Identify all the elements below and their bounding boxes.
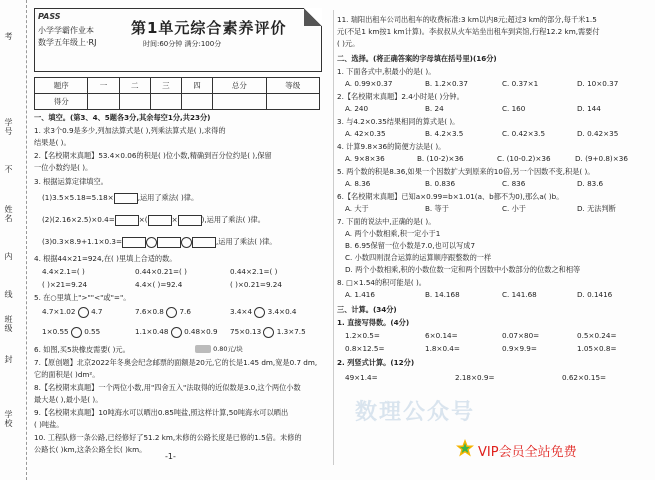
q5-item: [230, 306, 297, 318]
option[interactable]: A. 9×8×36: [345, 154, 385, 163]
calc-part-1: 1. 直接写得数。(4分): [337, 318, 410, 327]
brand-line: 小学学霸作业本: [38, 26, 94, 35]
score-cell: 二: [119, 78, 150, 94]
q5-item: [135, 306, 191, 318]
time-score-info: 时间:60分钟 满分:100分: [143, 40, 222, 48]
question-2: 2.【名校期末真题】53.4×0.06的积是( )位小数,精确到百分位约是( ),保留: [34, 151, 272, 160]
calc-item: 49×1.4=: [345, 373, 378, 382]
option[interactable]: C. (10-0.2)×36: [497, 154, 551, 163]
calc-item: 1.2×0.5=: [345, 331, 380, 340]
q4-item: ( )×0.21=9.24: [230, 280, 282, 289]
calc-item: 0.07×80=: [502, 331, 540, 340]
score-cell: 三: [150, 78, 181, 94]
q3-2-op: ×(: [138, 215, 148, 224]
compare-circle[interactable]: [71, 327, 82, 338]
option[interactable]: C. 141.68: [502, 290, 537, 299]
section-fill-heading: 一、填空。(第3、4、5题各3分,其余每空1分,共23分): [34, 113, 211, 122]
option[interactable]: C. 160: [502, 104, 526, 113]
question-10-cont: 公路长( )km,这条公路全长( )km。: [34, 445, 147, 454]
binding-label: 封: [4, 355, 13, 364]
q4-item: 4.4×2.1=( ): [42, 267, 85, 276]
score-cell[interactable]: [119, 94, 150, 110]
option[interactable]: D. 144: [577, 104, 601, 113]
choice-5: 5. 两个数的积是8.36,如果一个因数扩大到原来的10倍,另一个因数不变,积是( )。: [337, 167, 595, 176]
compare-circle[interactable]: [78, 307, 89, 318]
compare-circle[interactable]: [254, 307, 265, 318]
option[interactable]: D. 10×0.37: [577, 79, 619, 88]
calc-item: 2.18×0.9=: [455, 373, 495, 382]
eraser-icon: [195, 345, 211, 353]
pass-logo: PASS: [38, 12, 61, 21]
q3-1-expr: (1)3.5×5.18=5.18×: [42, 193, 114, 202]
score-cell: 得分: [35, 94, 88, 110]
question-3-1: [42, 192, 198, 204]
option[interactable]: B. 等于: [425, 204, 449, 213]
q5-left: 75×0.13: [230, 327, 262, 336]
choice-6: 6.【名校期末真题】已知a×0.99=b×1.01(a、b都不为0),那么a( )b。: [337, 192, 564, 201]
grade-line: 数学五年级上·RJ: [38, 38, 97, 47]
option[interactable]: D. 两个小数相乘,积的小数位数一定和两个因数中小数部分的位数之和相等: [345, 265, 581, 274]
question-8-cont: 最大是( ),最小是( )。: [34, 395, 103, 404]
page-number: -1-: [165, 452, 176, 461]
question-7-cont: 它的面积是( )dm²。: [34, 370, 100, 379]
choice-8: 8. □×1.54的积可能是( )。: [337, 278, 426, 287]
question-1-cont: 结果是( )。: [34, 138, 71, 147]
q5-item: [230, 326, 306, 338]
option[interactable]: B. 24: [425, 104, 444, 113]
q5-item: [42, 326, 100, 338]
calc-item: 6×0.14=: [425, 331, 458, 340]
choice-2: 2.【名校期末真题】2.4小时是( )分钟。: [337, 92, 464, 101]
answer-box[interactable]: [122, 237, 146, 248]
calc-item: 1.8×0.4=: [425, 344, 460, 353]
eraser-price-tag: [195, 344, 243, 355]
calc-item: 0.8×12.5=: [345, 344, 385, 353]
question-7: 7.【原创题】北京2022年冬奥会纪念邮票的面额是20元,它的长是1.45 dm,宽是0.7 dm,: [34, 358, 318, 367]
question-2-cont: 一位小数约是( )。: [34, 163, 93, 172]
choice-3: 3. 与4.2×0.35结果相同的算式是( )。: [337, 117, 460, 126]
option[interactable]: A. 1.416: [345, 290, 375, 299]
score-table: [34, 77, 320, 110]
binding-label: 考: [4, 32, 13, 41]
q4-item: ( )×21=9.24: [42, 280, 88, 289]
question-8: 8.【名校期末真题】一个两位小数,用"四舍五入"法取得的近似数是3.0,这个两位小数: [34, 383, 301, 392]
q3-3-expr: (3)0.3×8.9+1.1×0.3=: [42, 237, 122, 246]
q5-left: 7.6×0.8: [135, 307, 164, 316]
question-10: 10. 工程队修一条公路,已经修好了51.2 km,未修的公路长度是已修的1.5倍。未修的: [34, 433, 302, 442]
option[interactable]: B. 1.2×0.37: [425, 79, 468, 88]
answer-box[interactable]: [192, 237, 216, 248]
answer-circle[interactable]: [146, 237, 157, 248]
option[interactable]: A. 240: [345, 104, 369, 113]
question-3-2: [42, 214, 265, 226]
answer-box[interactable]: [115, 215, 139, 226]
calc-item: 0.9×9.9=: [502, 344, 537, 353]
q3-1-law: ,运用了乘法( )律。: [137, 193, 199, 202]
score-cell[interactable]: [150, 94, 181, 110]
choice-7: 7. 下面的说法中,正确的是( )。: [337, 217, 436, 226]
answer-box[interactable]: [114, 193, 138, 204]
q5-item: [135, 326, 218, 338]
option[interactable]: D. (9+0.8)×36: [575, 154, 628, 163]
option[interactable]: C. 836: [502, 179, 526, 188]
option[interactable]: A. 42×0.35: [345, 129, 386, 138]
score-cell[interactable]: [88, 94, 119, 110]
q5-right: 3.4×0.4: [267, 307, 297, 316]
binding-label: 内: [4, 252, 13, 261]
score-cell: 题序: [35, 78, 88, 94]
column-divider: [333, 10, 334, 465]
choice-4: 4. 计算9.8×36的简便方法是( )。: [337, 142, 446, 151]
vip-banner[interactable]: VIP会员全站免费: [478, 445, 577, 460]
section-calc-heading: 三、计算。(34分): [337, 305, 397, 314]
q5-left: 4.7×1.02: [42, 307, 76, 316]
score-cell[interactable]: [213, 94, 266, 110]
q5-left: 1×0.55: [42, 327, 69, 336]
option[interactable]: C. 0.37×1: [502, 79, 539, 88]
option[interactable]: B. 4.2×3.5: [425, 129, 464, 138]
score-value-row: [35, 94, 320, 110]
score-cell: 四: [181, 78, 212, 94]
q3-3-law: ,运用了乘法( )律。: [216, 237, 277, 246]
q5-right: 0.48×0.9: [184, 327, 218, 336]
binding-label: 姓名: [4, 205, 13, 223]
answer-box[interactable]: [178, 215, 202, 226]
q3-2-op2: ×: [171, 215, 178, 224]
option[interactable]: B. 6.95保留一位小数是7.0,也可以写成7: [345, 241, 476, 250]
score-cell[interactable]: [181, 94, 212, 110]
option[interactable]: B. 14.168: [425, 290, 460, 299]
header-box: [34, 8, 322, 72]
question-9-cont: ( )吨盐。: [34, 420, 64, 429]
option[interactable]: D. 83.6: [577, 179, 604, 188]
q4-item: 0.44×0.21=( ): [135, 267, 187, 276]
calc-item: 0.62×0.15=: [562, 373, 607, 382]
question-9: 9.【名校期末真题】10吨海水可以晒出0.85吨盐,照这样计算,50吨海水可以晒出: [34, 408, 289, 417]
question-6: 6. 如图,买5块橡皮需要( )元。: [34, 345, 130, 354]
compare-circle[interactable]: [263, 327, 274, 338]
q5-left: 3.4×4: [230, 307, 253, 316]
question-1: 1. 求3个0.9是多少,列加法算式是( ),列乘法算式是( ),求得的: [34, 126, 226, 135]
q5-item: [42, 306, 103, 318]
q5-left: 1.1×0.48: [135, 327, 169, 336]
score-cell: 一: [88, 78, 119, 94]
option[interactable]: C. 小数四则混合运算的运算顺序跟整数的一样: [345, 253, 492, 262]
question-11: 11. 瑞阳出租车公司出租车的收费标准:3 km以内8元;超过3 km的部分,每千米1.5: [337, 15, 597, 24]
score-cell[interactable]: [266, 94, 319, 110]
calc-item: 1.05×0.8=: [577, 344, 617, 353]
question-11-cont: ( )元。: [337, 39, 360, 48]
q5-right: 0.55: [84, 327, 101, 336]
question-11-cont: 元(不足1 km按1 km计算)。李叔叔从火车站坐出租车到宾馆,行程12.2 km,需要付: [337, 27, 600, 36]
option[interactable]: A. 大于: [345, 204, 369, 213]
q3-2-expr: (2)(2.16×2.5)×0.4=: [42, 215, 115, 224]
question-5: 5. 在○里填上">""<"或"="。: [34, 293, 131, 302]
score-cell: 总分: [213, 78, 266, 94]
compare-circle[interactable]: [171, 327, 182, 338]
binding-label: 不: [4, 165, 13, 174]
binding-label: 学号: [4, 118, 13, 136]
star-icon: [455, 438, 475, 458]
left-column: [30, 0, 330, 480]
question-4: 4. 根据44×21=924,在( )里填上合适的数。: [34, 254, 177, 263]
option[interactable]: A. 两个小数相乘,积一定小于1: [345, 229, 441, 238]
binding-label: 学校: [4, 410, 13, 428]
option[interactable]: D. 0.42×35: [577, 129, 619, 138]
question-3: 3. 根据运算定律填空。: [34, 177, 108, 186]
option[interactable]: C. 小于: [502, 204, 526, 213]
page-title: 第1单元综合素养评价: [131, 19, 287, 37]
q4-item: 4.4×( )=92.4: [135, 280, 183, 289]
question-3-3: [42, 236, 277, 248]
option[interactable]: A. 8.36: [345, 179, 371, 188]
choice-1: 1. 下面各式中,积最小的是( )。: [337, 67, 436, 76]
compare-circle[interactable]: [166, 307, 177, 318]
answer-circle[interactable]: [181, 237, 192, 248]
q5-right: 4.7: [91, 307, 103, 316]
section-choice-heading: 二、选择。(将正确答案的字母填在括号里)(16分): [337, 54, 497, 63]
answer-box[interactable]: [148, 215, 172, 226]
answer-box[interactable]: [157, 237, 181, 248]
q4-item: 0.44×2.1=( ): [230, 267, 278, 276]
watermark: 数理公众号: [355, 400, 476, 425]
calc-part-2: 2. 列竖式计算。(12分): [337, 358, 415, 367]
q3-2-law: ),运用了乘法( )律。: [201, 215, 265, 224]
eraser-price: 0.80元/块: [213, 345, 243, 353]
option[interactable]: B. 0.836: [425, 179, 456, 188]
page-corner-icon: [304, 8, 322, 26]
score-header-row: [35, 78, 320, 94]
option[interactable]: D. 无法判断: [577, 204, 616, 213]
binding-label: 班级: [4, 315, 13, 333]
q5-right: 7.6: [179, 307, 191, 316]
calc-item: 0.5×0.24=: [577, 331, 617, 340]
option[interactable]: D. 0.1416: [577, 290, 613, 299]
binding-label: 线: [4, 290, 13, 299]
q5-right: 1.3×7.5: [276, 327, 306, 336]
option[interactable]: C. 0.42×3.5: [502, 129, 546, 138]
binding-margin: [0, 0, 27, 480]
option[interactable]: B. (10-2)×36: [417, 154, 464, 163]
option[interactable]: A. 0.99×0.37: [345, 79, 393, 88]
score-cell: 等级: [266, 78, 319, 94]
